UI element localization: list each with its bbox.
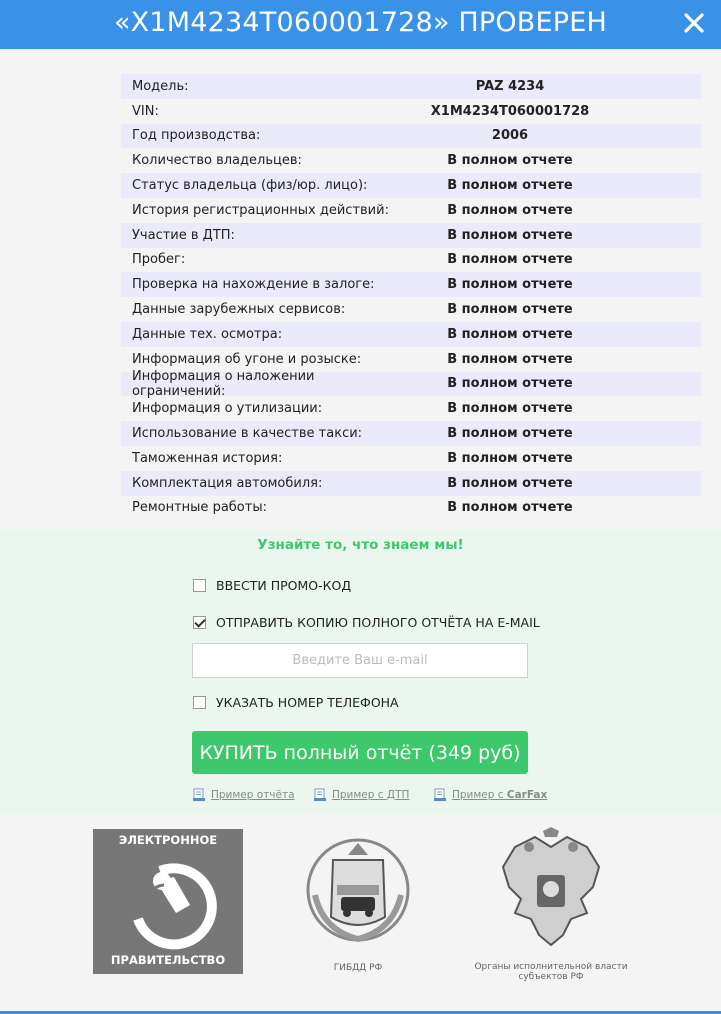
info-row-value: В полном отчете bbox=[447, 401, 573, 417]
info-row bbox=[121, 148, 701, 173]
phone-label: УКАЗАТЬ НОМЕР ТЕЛЕФОНА bbox=[216, 695, 399, 710]
info-row-label: Комплектация автомобиля: bbox=[132, 475, 323, 491]
authorities-caption-line1: Органы исполнительной власти bbox=[474, 962, 628, 972]
info-row-value: В полном отчете bbox=[447, 351, 573, 367]
info-row-value: X1M4234T060001728 bbox=[430, 103, 590, 119]
gibdd-caption: ГИБДД РФ bbox=[333, 963, 383, 973]
sample-report-link[interactable] bbox=[192, 788, 295, 802]
info-row-value: В полном отчете bbox=[447, 475, 573, 491]
buy-report-button[interactable]: КУПИТЬ полный отчёт (349 руб) bbox=[192, 731, 528, 774]
tagline: Узнайте то, что знаем мы! bbox=[257, 537, 464, 553]
info-row-value: В полном отчете bbox=[447, 178, 573, 194]
info-row-value: В полном отчете bbox=[447, 302, 573, 318]
phone-option[interactable] bbox=[193, 695, 399, 710]
modal-title: «X1M4234T060001728» ПРОВЕРЕН bbox=[113, 7, 608, 38]
email-copy-label: ОТПРАВИТЬ КОПИЮ ПОЛНОГО ОТЧЁТА НА E-MAIL bbox=[216, 615, 540, 630]
modal-header bbox=[0, 0, 721, 49]
close-icon[interactable] bbox=[681, 10, 707, 36]
info-row bbox=[121, 347, 701, 372]
info-row-label: История регистрационных действий: bbox=[132, 202, 389, 218]
document-icon bbox=[313, 788, 327, 802]
info-row-value: В полном отчете bbox=[447, 202, 573, 218]
info-row-label: Ремонтные работы: bbox=[132, 500, 267, 516]
info-row-value: В полном отчете bbox=[447, 153, 573, 169]
info-row-label: Участие в ДТП: bbox=[132, 227, 235, 243]
info-row-label: Использование в качестве такси: bbox=[132, 426, 363, 442]
gibdd-emblem-icon bbox=[303, 835, 413, 945]
info-row-label: Таможенная история: bbox=[132, 450, 283, 466]
info-row-value: В полном отчете bbox=[447, 450, 573, 466]
promo-code-checkbox[interactable] bbox=[193, 579, 206, 592]
info-row bbox=[121, 322, 701, 347]
info-row-label: Данные зарубежных сервисов: bbox=[132, 302, 346, 318]
info-row-label: Пробег: bbox=[132, 252, 186, 268]
document-icon bbox=[433, 788, 447, 802]
info-row bbox=[121, 272, 701, 297]
info-row bbox=[121, 74, 701, 99]
info-row bbox=[121, 248, 701, 273]
promo-code-option[interactable] bbox=[193, 578, 351, 593]
info-row bbox=[121, 496, 701, 521]
sample-dtp-text: Пример с ДТП bbox=[332, 789, 410, 801]
carfax-brand: CarFax bbox=[506, 789, 548, 801]
vehicle-info-table bbox=[121, 74, 701, 520]
sample-carfax-link[interactable] bbox=[433, 788, 547, 802]
info-row-label: Информация о наложении ограничений: bbox=[132, 368, 315, 399]
info-row bbox=[121, 471, 701, 496]
info-row-label: Количество владельцев: bbox=[132, 153, 302, 169]
info-row-value: В полном отчете bbox=[447, 500, 573, 516]
info-row-label: Статус владельца (физ/юр. лицо): bbox=[132, 178, 368, 194]
info-row bbox=[121, 124, 701, 149]
info-row-label: Модель: bbox=[132, 78, 189, 94]
info-row-value: В полном отчете bbox=[447, 277, 573, 293]
e-government-logo bbox=[93, 829, 243, 974]
info-row bbox=[121, 446, 701, 471]
info-row-label: Данные тех. осмотра: bbox=[132, 326, 283, 342]
sample-carfax-prefix: Пример с bbox=[452, 789, 507, 801]
promo-code-label: ВВЕСТИ ПРОМО-КОД bbox=[216, 578, 352, 593]
info-row-label: VIN: bbox=[132, 103, 159, 119]
e-government-bottom-text: ПРАВИТЕЛЬСТВО bbox=[110, 953, 226, 967]
info-row bbox=[121, 173, 701, 198]
authorities-caption-line2: субъектов РФ bbox=[518, 972, 584, 982]
touch-hand-icon bbox=[118, 851, 218, 951]
phone-checkbox[interactable] bbox=[193, 696, 206, 709]
info-row-label: Проверка на нахождение в залоге: bbox=[132, 277, 375, 293]
email-copy-checkbox[interactable] bbox=[193, 616, 206, 629]
info-row-label: Год производства: bbox=[132, 128, 261, 144]
info-row bbox=[121, 198, 701, 223]
info-row-value: 2006 bbox=[491, 128, 529, 144]
sample-dtp-link[interactable] bbox=[313, 788, 409, 802]
email-copy-option[interactable] bbox=[193, 615, 540, 630]
info-row-value: В полном отчете bbox=[447, 426, 573, 442]
info-row bbox=[121, 99, 701, 124]
russian-coat-of-arms-icon bbox=[495, 827, 607, 955]
sample-carfax-text bbox=[452, 789, 547, 801]
document-icon bbox=[192, 788, 206, 802]
info-row bbox=[121, 368, 701, 399]
info-row-label: Информация о утилизации: bbox=[132, 401, 323, 417]
info-row bbox=[121, 223, 701, 248]
info-row-value: В полном отчете bbox=[447, 252, 573, 268]
email-input[interactable] bbox=[192, 643, 528, 678]
info-row bbox=[121, 297, 701, 322]
info-row-label: Информация об угоне и розыске: bbox=[132, 351, 362, 367]
info-row bbox=[121, 396, 701, 421]
info-row-value: В полном отчете bbox=[447, 227, 573, 243]
authorities-caption bbox=[470, 962, 632, 982]
sample-report-text: Пример отчёта bbox=[211, 789, 295, 801]
info-row-value: В полном отчете bbox=[447, 326, 573, 342]
e-government-top-text: ЭЛЕКТРОННОЕ bbox=[118, 833, 218, 847]
info-row bbox=[121, 421, 701, 446]
info-row-value: PAZ 4234 bbox=[475, 78, 545, 94]
info-row-value: В полном отчете bbox=[447, 376, 573, 392]
